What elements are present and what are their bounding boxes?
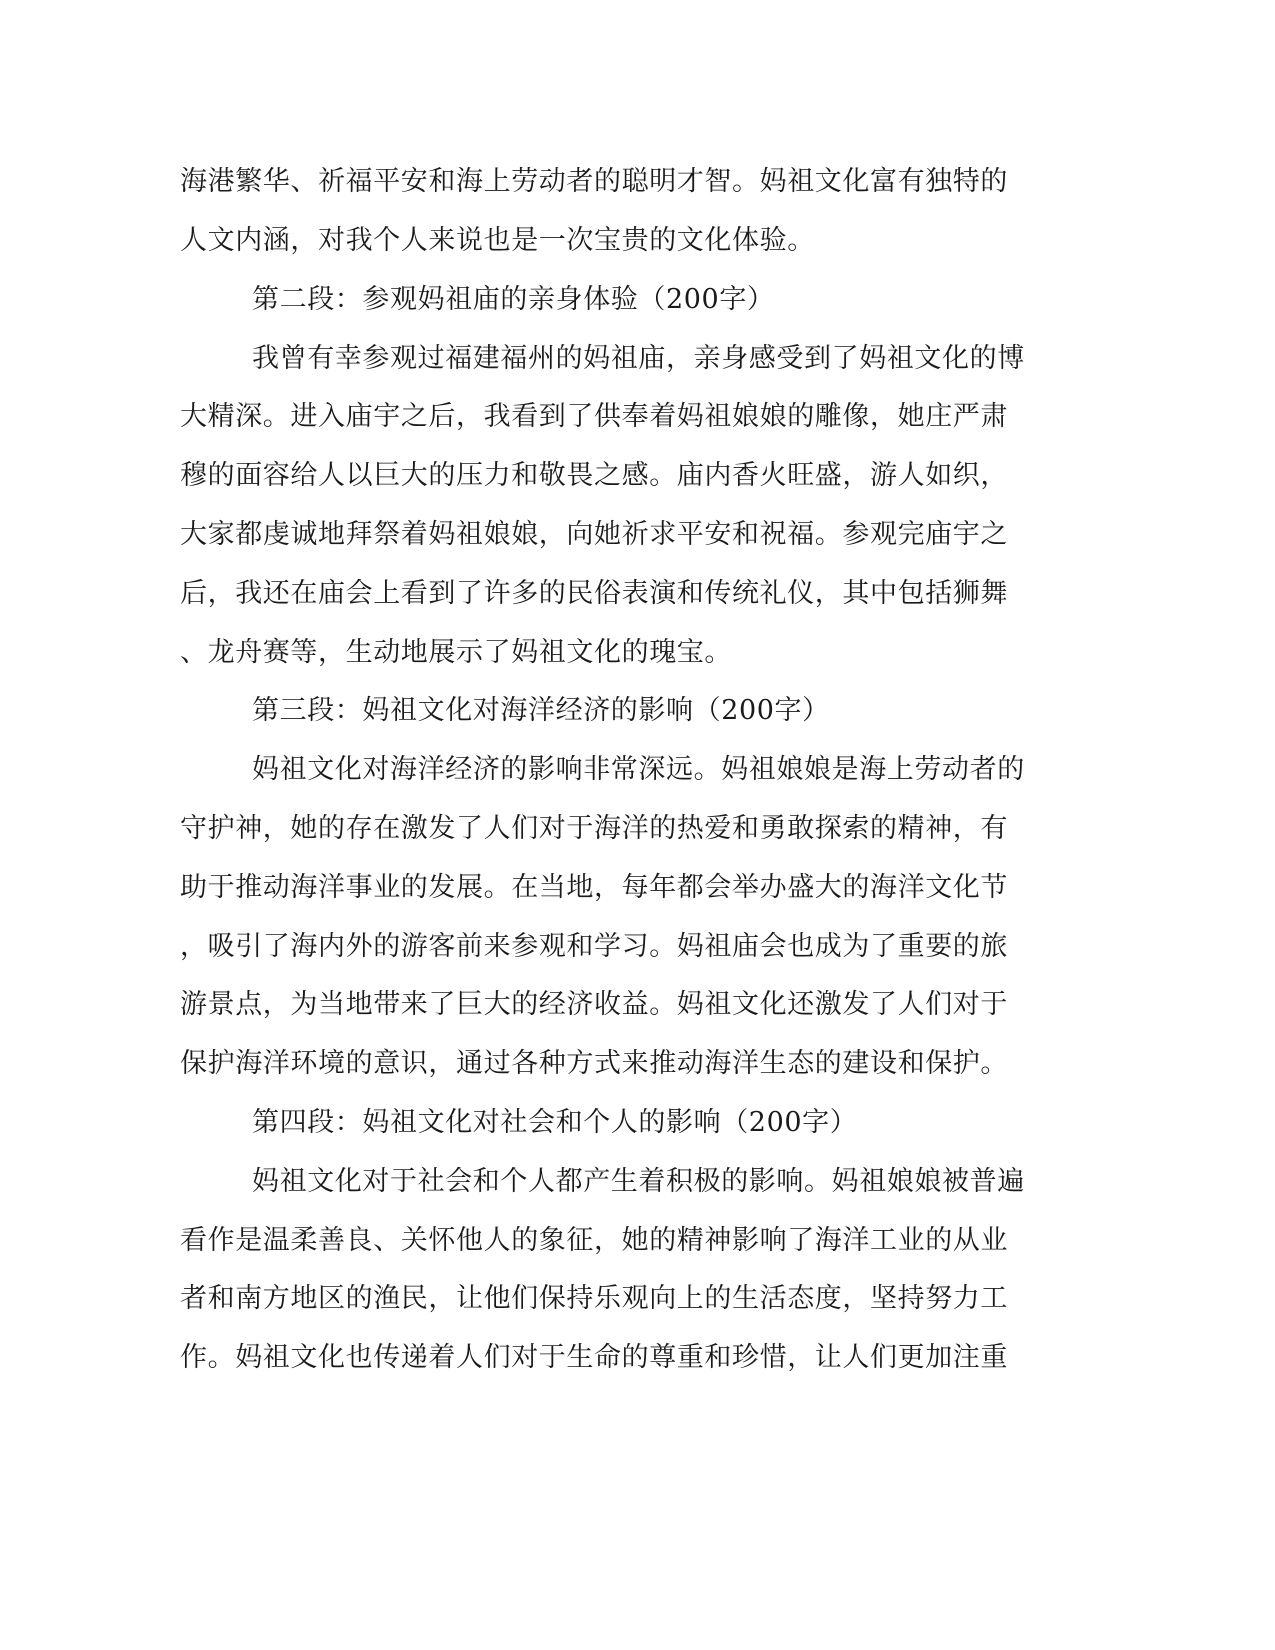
text-line: 后，我还在庙会上看到了许多的民俗表演和传统礼仪，其中包括狮舞 [180, 578, 1008, 609]
text-line: 助于推动海洋事业的发展。在当地，每年都会举办盛大的海洋文化节 [180, 872, 1008, 903]
text-line: 作。妈祖文化也传递着人们对于生命的尊重和珍惜，让人们更加注重 [180, 1342, 1008, 1373]
section-heading: 第三段：妈祖文化对海洋经济的影响（200字） [252, 695, 830, 726]
text-line: 大精深。进入庙宇之后，我看到了供奉着妈祖娘娘的雕像，她庄严肃 [180, 401, 1008, 432]
text-line: 看作是温柔善良、关怀他人的象征，她的精神影响了海洋工业的从业 [180, 1225, 1008, 1256]
section-heading: 第二段：参观妈祖庙的亲身体验（200字） [252, 284, 775, 315]
text-line: 妈祖文化对海洋经济的影响非常深远。妈祖娘娘是海上劳动者的 [252, 754, 1025, 785]
text-line: 我曾有幸参观过福建福州的妈祖庙，亲身感受到了妈祖文化的博 [252, 343, 1025, 374]
text-line: 海港繁华、祈福平安和海上劳动者的聪明才智。妈祖文化富有独特的 [180, 166, 1008, 197]
text-line: ，吸引了海内外的游客前来参观和学习。妈祖庙会也成为了重要的旅 [180, 931, 1008, 962]
section-heading: 第四段：妈祖文化对社会和个人的影响（200字） [252, 1107, 858, 1138]
text-line: 游景点，为当地带来了巨大的经济收益。妈祖文化还激发了人们对于 [180, 989, 1008, 1020]
text-line: 妈祖文化对于社会和个人都产生着积极的影响。妈祖娘娘被普遍 [252, 1166, 1025, 1197]
text-line: 守护神，她的存在激发了人们对于海洋的热爱和勇敢探索的精神，有 [180, 813, 1008, 844]
text-line: 保护海洋环境的意识，通过各种方式来推动海洋生态的建设和保护。 [180, 1048, 1008, 1079]
text-line: 穆的面容给人以巨大的压力和敬畏之感。庙内香火旺盛，游人如织， [180, 460, 1008, 491]
text-line: 人文内涵，对我个人来说也是一次宝贵的文化体验。 [180, 225, 815, 256]
text-line: 者和南方地区的渔民，让他们保持乐观向上的生活态度，坚持努力工 [180, 1283, 1008, 1314]
text-line: 、龙舟赛等，生动地展示了妈祖文化的瑰宝。 [180, 637, 732, 668]
text-line: 大家都虔诚地拜祭着妈祖娘娘，向她祈求平安和祝福。参观完庙宇之 [180, 519, 1008, 550]
